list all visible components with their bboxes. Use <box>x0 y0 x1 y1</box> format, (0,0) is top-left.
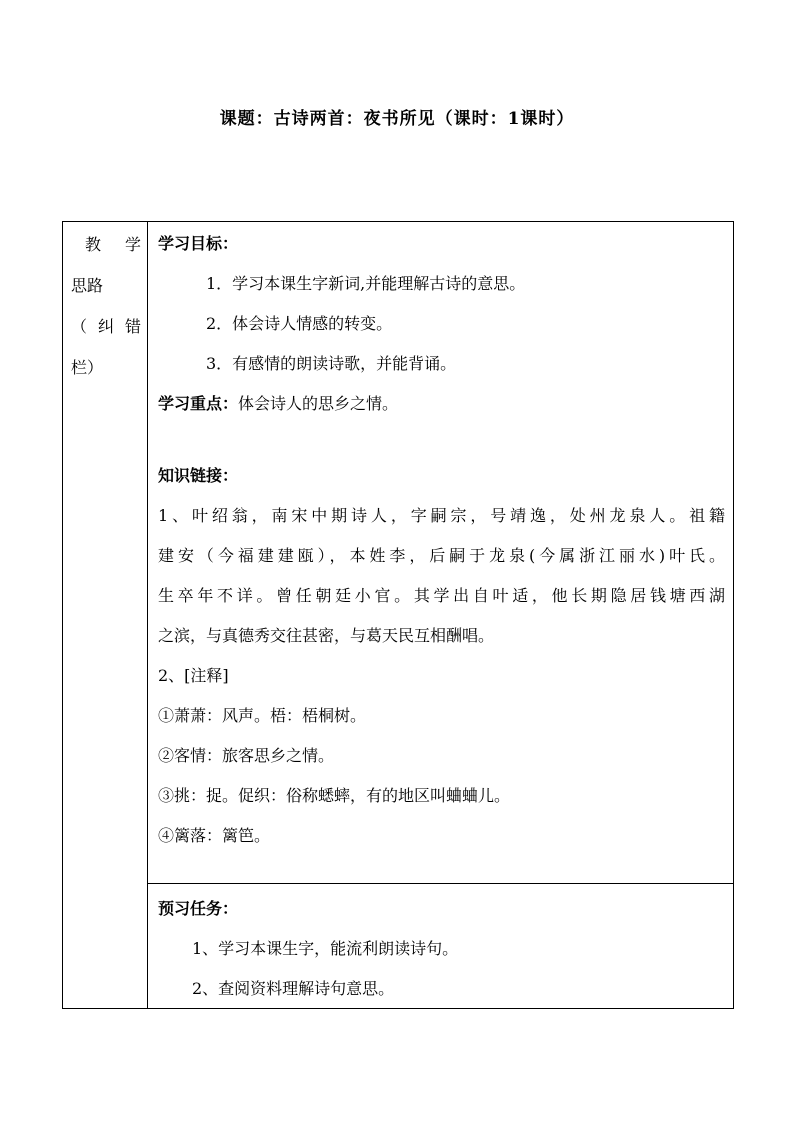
side-char: 学 <box>124 235 141 254</box>
knowledge-heading: 知识链接： <box>158 466 239 485</box>
side-char: 纠 <box>97 317 114 336</box>
goal-item: 1．学习本课生字新词,并能理解古诗的意思。 <box>206 274 526 293</box>
spacer <box>158 429 725 461</box>
table-row <box>63 884 734 1009</box>
notes-heading: 2、[注释] <box>158 666 229 685</box>
goal-item: 2．体会诗人情感的转变。 <box>206 314 393 333</box>
note-item: ①萧萧：风声。梧：梧桐树。 <box>158 706 367 725</box>
side-label-cell <box>63 222 148 1009</box>
knowledge-paragraph-line: 1、叶绍翁，南宋中期诗人，字嗣宗，号靖逸，处州龙泉人。祖籍 <box>158 506 725 525</box>
note-item: ②客情：旅客思乡之情。 <box>158 746 335 765</box>
side-char: 错 <box>124 317 141 336</box>
knowledge-paragraph-line: 生卒年不详。曾任朝廷小官。其学出自叶适，他长期隐居钱塘西湖 <box>158 586 725 605</box>
side-label-line <box>71 230 141 260</box>
focus-label: 学习重点： <box>158 394 239 413</box>
goals-heading: 学习目标： <box>158 234 239 253</box>
content-cell <box>148 222 734 884</box>
preview-item: 1、学习本课生字，能流利朗读诗句。 <box>192 939 459 958</box>
note-item: ④篱落：篱笆。 <box>158 826 271 845</box>
note-item: ③挑：捉。促织：俗称蟋蟀，有的地区叫蛐蛐儿。 <box>158 786 511 805</box>
preview-heading: 预习任务： <box>158 899 239 918</box>
side-char: 教 <box>85 235 102 254</box>
preview-body <box>148 884 733 1004</box>
knowledge-paragraph-line: 之滨，与真德秀交往甚密，与葛天民互相酬唱。 <box>158 626 495 645</box>
knowledge-paragraph-line: 建安（今福建建瓯），本姓李，后嗣于龙泉(今属浙江丽水)叶氏。 <box>158 546 725 565</box>
content-body <box>148 222 733 851</box>
table-row <box>63 222 734 884</box>
preview-cell <box>148 884 734 1009</box>
focus-text: 体会诗人的思乡之情。 <box>238 394 399 413</box>
goal-item: 3．有感情的朗读诗歌，并能背诵。 <box>206 354 457 373</box>
lesson-table <box>62 221 734 1009</box>
side-label-line: 栏） <box>71 358 104 377</box>
side-label <box>63 222 147 383</box>
preview-item: 2、查阅资料理解诗句意思。 <box>192 979 395 998</box>
page-title: 课题：古诗两首：夜书所见（课时：1课时） <box>219 109 575 129</box>
side-label-line: 思路 <box>71 276 104 295</box>
side-char: （ <box>71 317 88 336</box>
focus-line <box>158 389 725 419</box>
side-label-line <box>71 312 141 342</box>
